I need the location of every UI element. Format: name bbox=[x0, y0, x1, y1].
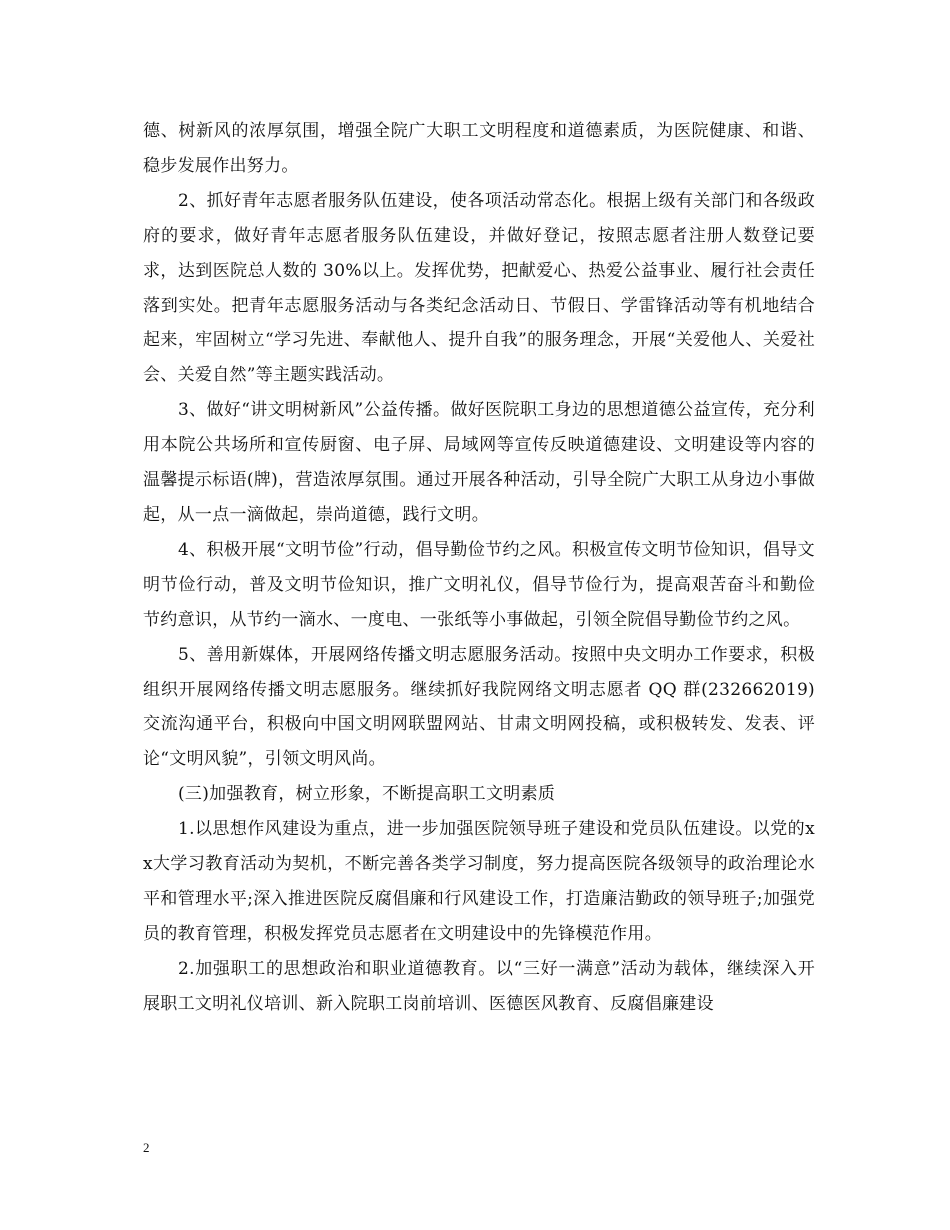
page-number: 2 bbox=[143, 1140, 150, 1155]
body-paragraph: 德、树新风的浓厚氛围，增强全院广大职工文明程度和道德素质，为医院健康、和谐、稳步发展作出努力。 bbox=[143, 121, 815, 176]
section-heading: (三)加强教育，树立形象，不断提高职工文明素质 bbox=[178, 784, 556, 805]
body-paragraph: 4、积极开展“文明节俭”行动，倡导勤俭节约之风。积极宣传文明节俭知识，倡导文明节俭行动，普及文明节俭知识，推广文明礼仪，倡导节俭行为，提高艰苦奋斗和勤俭节约意识，从节约一滴水、一度电、一张纸等小事做起，引领全院倡导勤俭节约之风。 bbox=[143, 539, 815, 630]
body-paragraph: 2.加强职工的思想政治和职业道德教育。以“三好一满意”活动为载体，继续深入开展职工文明礼仪培训、新入院职工岗前培训、医德医风教育、反腐倡廉建设 bbox=[143, 958, 815, 1014]
body-paragraph: 1.以思想作风建设为重点，进一步加强医院领导班子建设和党员队伍建设。以党的xx大学习教育活动为契机，不断完善各类学习制度，努力提高医院各级领导的政治理论水平和管理水平;深入推进医院反腐倡廉和行风建设工作，打造廉洁勤政的领导班子;加强党员的教育管理，积极发挥党员志愿者在文明建设中的先锋模范作用。 bbox=[143, 819, 815, 944]
body-paragraph: 3、做好“讲文明树新风”公益传播。做好医院职工身边的思想道德公益宣传，充分利用本院公共场所和宣传厨窗、电子屏、局域网等宣传反映道德建设、文明建设等内容的温馨提示标语(牌)，营造浓厚氛围。通过开展各种活动，引导全院广大职工从身边小事做起，从一点一滴做起，崇尚道德，践行文明。 bbox=[143, 400, 815, 525]
body-paragraph: 2、抓好青年志愿者服务队伍建设，使各项活动常态化。根据上级有关部门和各级政府的要求，做好青年志愿者服务队伍建设，并做好登记，按照志愿者注册人数登记要求，达到医院总人数的 30%以上。发挥优势，把献爱心、热爱公益事业、履行社会责任落到实处。把青年志愿服务活动与各类纪念活动日、节假日、学雷锋活动等有机地结合起来，牢固树立“学习先进、奉献他人、提升自我”的服务理念，开展“关爱他人、关爱社会、关爱自然”等主题实践活动。 bbox=[143, 190, 815, 386]
body-paragraph: 5、善用新媒体，开展网络传播文明志愿服务活动。按照中央文明办工作要求，积极组织开展网络传播文明志愿服务。继续抓好我院网络文明志愿者 QQ 群(232662019)交流沟通平台，积极向中国文明网联盟网站、甘肃文明网投稿，或积极转发、发表、评论“文明风貌”，引领文明风尚。 bbox=[143, 644, 815, 770]
page-body bbox=[143, 114, 815, 1022]
